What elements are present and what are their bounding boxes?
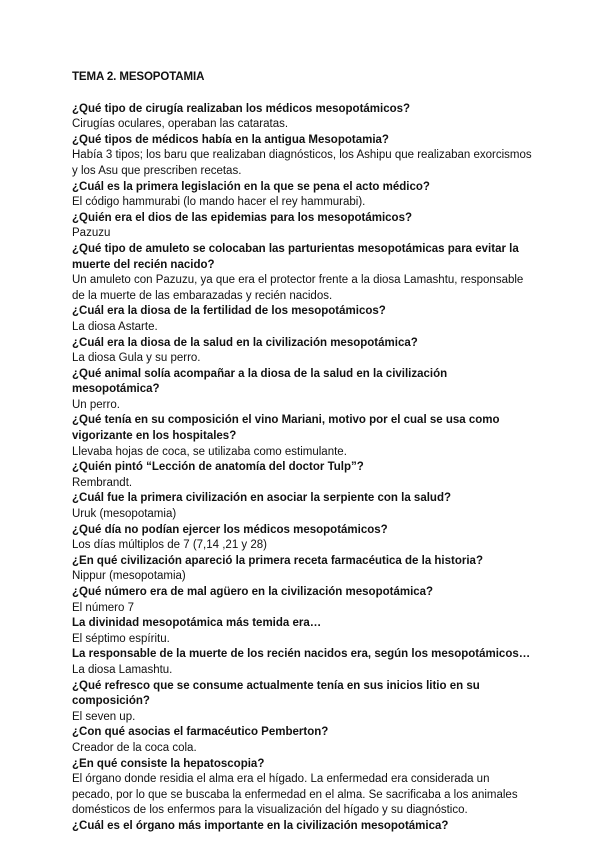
answer-text: El número 7 <box>72 601 135 614</box>
question-text: ¿Qué tipo de amuleto se colocaban las parturientas mesopotámicas para evitar la muerte del recién nacido? <box>72 242 519 271</box>
question-text: ¿Qué animal solía acompañar a la diosa de la salud en la civilización mesopotámica? <box>72 367 448 396</box>
answer-text: El código hammurabi (lo mando hacer el rey hammurabi). <box>72 196 366 209</box>
qa-item <box>72 819 532 835</box>
answer-text: Cirugías oculares, operaban las cataratas. <box>72 118 289 131</box>
answer-text: Llevaba hojas de coca, se utilizaba como estimulante. <box>72 445 347 458</box>
answer-text: Creador de la coca cola. <box>72 741 197 754</box>
question-text: La responsable de la muerte de los recién nacidos era, según los mesopotámicos… <box>72 648 531 661</box>
qa-item <box>72 460 532 491</box>
question-text: ¿Qué refresco que se consume actualmente tenía en sus inicios litio en su composición? <box>72 679 480 708</box>
question-text: ¿Cuál es la primera legislación en la que se pena el acto médico? <box>72 180 430 193</box>
answer-text: El séptimo espíritu. <box>72 632 170 645</box>
qa-item <box>72 336 532 367</box>
qa-item <box>72 102 532 133</box>
qa-item <box>72 523 532 554</box>
qa-item <box>72 133 532 180</box>
answer-text: El seven up. <box>72 710 136 723</box>
question-text: ¿Cuál es el órgano más importante en la civilización mesopotámica? <box>72 819 449 832</box>
question-text: ¿Cuál fue la primera civilización en asociar la serpiente con la salud? <box>72 492 451 505</box>
qa-item <box>72 367 532 414</box>
question-text: ¿Qué tipos de médicos había en la antigua Mesopotamia? <box>72 133 389 146</box>
document-page <box>72 70 532 835</box>
question-text: ¿Qué día no podían ejercer los médicos mesopotámicos? <box>72 523 388 536</box>
answer-text: Pazuzu <box>72 227 111 240</box>
answer-text: Nippur (mesopotamia) <box>72 570 186 583</box>
question-text: La divinidad mesopotámica más temida era… <box>72 617 322 630</box>
answer-text: Los días múltiplos de 7 (7,14 ,21 y 28) <box>72 539 267 552</box>
question-text: ¿Qué número era de mal agüero en la civilización mesopotámica? <box>72 586 434 598</box>
qa-item <box>72 725 532 756</box>
question-text: ¿Con qué asocias el farmacéutico Pemberton? <box>72 726 329 739</box>
question-text: ¿Cuál era la diosa de la fertilidad de los mesopotámicos? <box>72 305 386 318</box>
qa-item <box>72 242 532 304</box>
qa-item <box>72 647 532 678</box>
answer-text: Había 3 tipos; los baru que realizaban diagnósticos, los Ashipu que realizaban exorcismos y los Asu que prescriben recetas. <box>72 149 532 177</box>
qa-item <box>72 679 532 726</box>
answer-text: La diosa Astarte. <box>72 320 158 333</box>
qa-item <box>72 554 532 585</box>
question-text: ¿Quién era el dios de las epidemias para los mesopotámicos? <box>72 211 413 224</box>
answer-text: Rembrandt. <box>72 476 133 489</box>
qa-item <box>72 211 532 242</box>
question-text: ¿Qué tipo de cirugía realizaban los médicos mesopotámicos? <box>72 102 411 115</box>
document-title: TEMA 2. MESOPOTAMIA <box>72 71 205 83</box>
qa-item <box>72 491 532 522</box>
question-text: ¿Qué tenía en su composición el vino Mariani, motivo por el cual se usa como vigorizante en los hospitales? <box>72 414 500 443</box>
qa-list <box>72 102 532 835</box>
question-text: ¿En qué consiste la hepatoscopia? <box>72 757 265 770</box>
qa-item <box>72 616 532 647</box>
answer-text: Uruk (mesopotamia) <box>72 508 177 521</box>
qa-item <box>72 304 532 335</box>
answer-text: El órgano donde residia el alma era el hígado. La enfermedad era considerada un pecado, por lo que se buscaba la enfermedad en el alma. Se sacrificaba a los animales domésticos de los enfermos para la visualización del hígado y su diagnóstico. <box>72 773 518 817</box>
qa-item <box>72 585 532 616</box>
answer-text: La diosa Lamashtu. <box>72 663 173 676</box>
qa-item <box>72 757 532 819</box>
question-text: ¿En qué civilización apareció la primera receta farmacéutica de la historia? <box>72 554 483 567</box>
question-text: ¿Quién pintó “Lección de anatomía del doctor Tulp”? <box>72 461 364 474</box>
qa-item <box>72 413 532 460</box>
answer-text: Un perro. <box>72 398 120 411</box>
qa-item <box>72 180 532 211</box>
question-text: ¿Cuál era la diosa de la salud en la civilización mesopotámica? <box>72 336 418 349</box>
answer-text: La diosa Gula y su perro. <box>72 352 201 365</box>
answer-text: Un amuleto con Pazuzu, ya que era el protector frente a la diosa Lamashtu, responsable de la muerte de las embarazadas y recién nacidos. <box>72 274 524 302</box>
